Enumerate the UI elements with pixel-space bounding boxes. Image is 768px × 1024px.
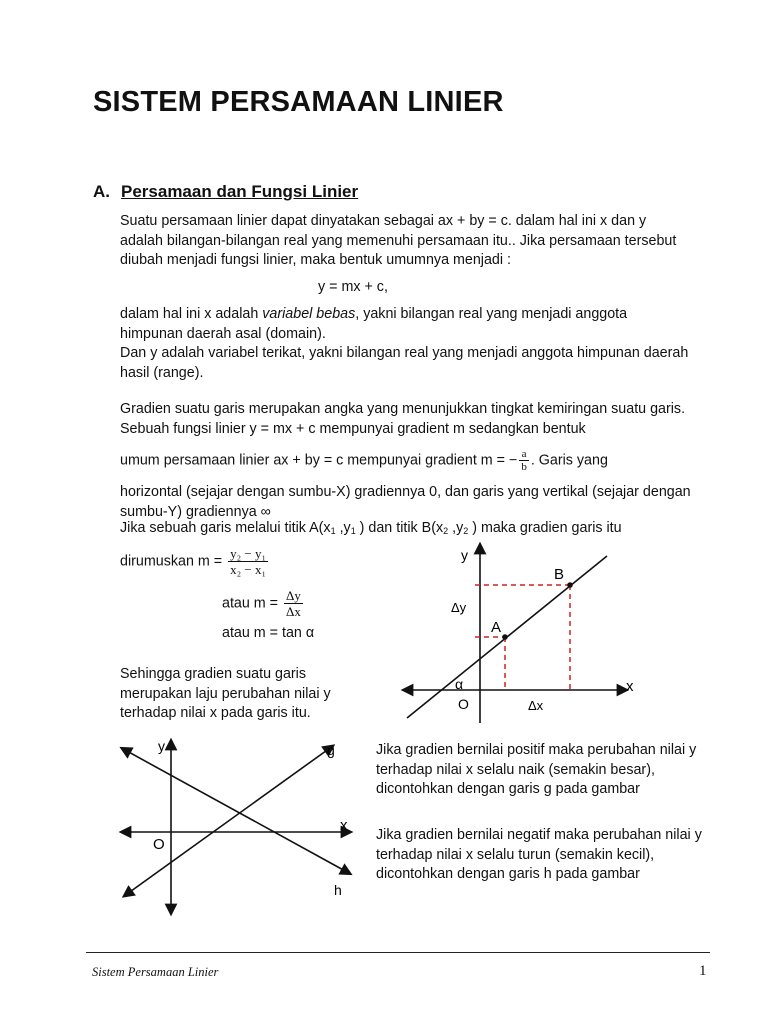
label-g: g [327, 742, 335, 758]
para2-pre: dalam hal ini x adalah [120, 306, 263, 322]
fraction-delta [284, 588, 303, 619]
label-b: B [554, 566, 565, 583]
para2-post: , yakni bilangan real yang menjadi anggota himpunan daerah asal (domain). [120, 306, 628, 342]
figure-gradient-diagram [395, 540, 655, 730]
frac-den-x: x₂ − x₁ [230, 562, 266, 577]
label-origin-2: O [153, 836, 165, 853]
label-x-2: x [340, 817, 348, 834]
umum-pre: umum persamaan linier ax + by = c mempunyai gradient m = − [120, 452, 518, 469]
section-letter: A. [93, 182, 110, 201]
frac-num-a: a [521, 448, 527, 460]
label-a: A [491, 619, 502, 636]
footer-title: Sistem Persamaan Linier [92, 965, 219, 979]
jika-text-1: Jika sebuah garis melalui titik A(x [120, 520, 331, 536]
label-alpha: α [455, 676, 464, 692]
frac-num-y: y₂ − y₁ [230, 546, 266, 561]
atau1-pre: atau m = [222, 595, 283, 612]
equation-linear-function: y = mx + c, [318, 279, 388, 295]
paragraph-definition: Suatu persamaan linier dapat dinyatakan sebagai ax + by = c. dalam hal ini x dan y adalah bilangan-bilangan real yang memenuhi persamaan itu.. Jika persamaan tersebut diubah menjadi fungsi linier, maka bentuk umumnya menjadi : [120, 213, 677, 268]
line-gradient-definition [120, 546, 270, 577]
paragraph-rate-of-change: Sehingga gradien suatu garis merupakan laju perubahan nilai y terhadap nilai x pada garis itu. [120, 666, 331, 721]
paragraph-variables [120, 305, 690, 383]
point-b [567, 582, 573, 588]
line-gradient-formula [120, 448, 608, 484]
fraction-dy-dx-points [228, 546, 268, 577]
label-y-2: y [158, 738, 165, 754]
jika-text-4: ,y [448, 520, 464, 536]
umum-post: . Garis yang [530, 452, 608, 469]
rumus-pre: dirumuskan m = [120, 553, 227, 570]
line-delta-form [222, 588, 305, 619]
label-h: h [334, 882, 342, 898]
line-g [127, 748, 330, 894]
jika-sub-2: 1 [350, 526, 356, 536]
line-h [125, 750, 347, 872]
label-delta-x: Δx [528, 698, 544, 713]
section-title: Persamaan dan Fungsi Linier [121, 182, 359, 201]
footer-divider [86, 952, 710, 953]
jika-sub-3: 2 [443, 526, 449, 536]
line-tan-form: atau m = tan α [222, 625, 315, 641]
paragraph-negative-gradient: Jika gradien bernilai negatif maka perubahan nilai y terhadap nilai x selalu turun (semakin kecil), dicontohkan dengan garis h pada gambar [376, 827, 702, 882]
jika-sub-4: 2 [463, 526, 469, 536]
paragraph-gradient: Gradien suatu garis merupakan angka yang menunjukkan tingkat kemiringan suatu garis. Sebuah fungsi linier y = mx + c mempunyai gradient m sedangkan bentuk [120, 401, 686, 437]
paragraph-horizontal-vertical: horizontal (sejajar dengan sumbu-X) gradiennya 0, dan garis yang vertikal (sejajar dengan sumbu-Y) gradiennya ∞ [120, 484, 691, 520]
jika-sub-1: 1 [330, 526, 336, 536]
jika-text-5: ) maka gradien garis itu [468, 520, 622, 536]
paragraph-positive-gradient: Jika gradien bernilai positif maka perubahan nilai y terhadap nilai x selalu naik (semakin besar), dicontohkan dengan garis g pada gambar [376, 742, 697, 797]
frac-den-dx: Δx [286, 604, 301, 619]
frac-den-b: b [521, 461, 527, 473]
label-y: y [461, 547, 468, 563]
page-number: 1 [699, 963, 707, 979]
label-origin: O [458, 696, 469, 712]
label-x: x [626, 678, 634, 695]
para2-b: Dan y adalah variabel terikat, yakni bilangan real yang menjadi anggota himpunan daerah hasil (range). [120, 345, 689, 381]
label-delta-y: Δy [451, 600, 467, 615]
jika-text-3: ) dan titik B(x [355, 520, 444, 536]
para2-italic: variabel bebas [262, 306, 356, 322]
jika-text-2: ,y [335, 520, 351, 536]
page-title: SISTEM PERSAMAAN LINIER [93, 86, 504, 118]
frac-num-dy: Δy [286, 588, 301, 603]
point-a [502, 634, 508, 640]
line-two-points [120, 520, 622, 536]
fraction-a-over-b [519, 448, 529, 473]
figure-positive-negative-gradient [115, 732, 365, 917]
